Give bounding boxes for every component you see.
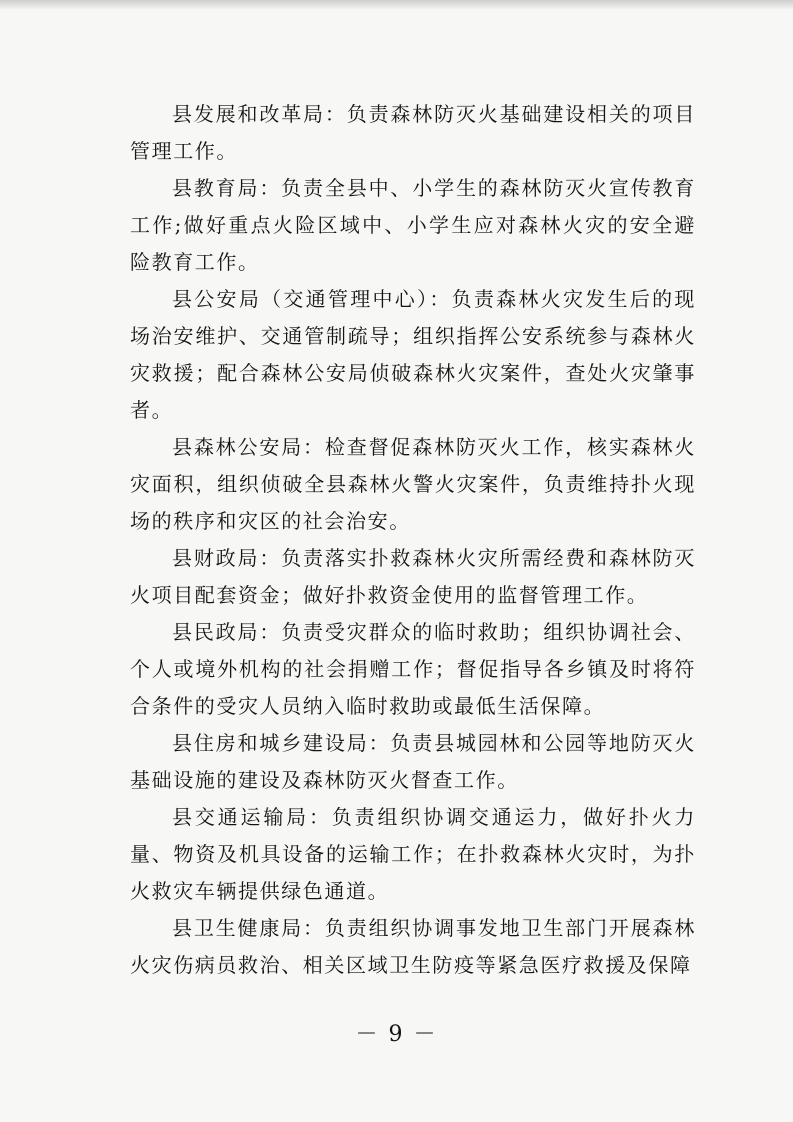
paragraph-transport: 县交通运输局：负责组织协调交通运力，做好扑火力量、物资及机具设备的运输工作；在扑救森林火灾时，为扑火救灾车辆提供绿色通道。 <box>130 805 696 903</box>
document-body <box>130 96 696 984</box>
paragraph-public-security: 县公安局（交通管理中心）：负责森林火灾发生后的现场治安维护、交通管制疏导；组织指挥公安系统参与森林火灾救援；配合森林公安局侦破森林火灾案件，查处火灾肇事者。 <box>130 287 696 422</box>
paragraph-education: 县教育局：负责全县中、小学生的森林防灭火宣传教育工作;做好重点火险区域中、小学生应对森林火灾的安全避险教育工作。 <box>130 176 696 274</box>
paragraph-development-reform: 县发展和改革局：负责森林防灭火基础建设相关的项目管理工作。 <box>130 102 696 163</box>
paragraph-housing-construction: 县住房和城乡建设局：负责县城园林和公园等地防灭火基础设施的建设及森林防灭火督查工作。 <box>130 731 696 792</box>
page-number: － 9 － <box>355 1022 438 1047</box>
paragraph-health: 县卫生健康局：负责组织协调事发地卫生部门开展森林火灾伤病员救治、相关区域卫生防疫等紧急医疗救援及保障 <box>130 916 696 977</box>
paragraph-civil-affairs: 县民政局：负责受灾群众的临时救助；组织协调社会、个人或境外机构的社会捐赠工作；督促指导各乡镇及时将符合条件的受灾人员纳入临时救助或最低生活保障。 <box>130 620 696 718</box>
paragraph-finance: 县财政局：负责落实扑救森林火灾所需经费和森林防灭火项目配套资金；做好扑救资金使用的监督管理工作。 <box>130 546 696 607</box>
paragraph-forest-police: 县森林公安局：检查督促森林防灭火工作，核实森林火灾面积，组织侦破全县森林火警火灾案件，负责维持扑火现场的秩序和灾区的社会治安。 <box>130 435 696 533</box>
